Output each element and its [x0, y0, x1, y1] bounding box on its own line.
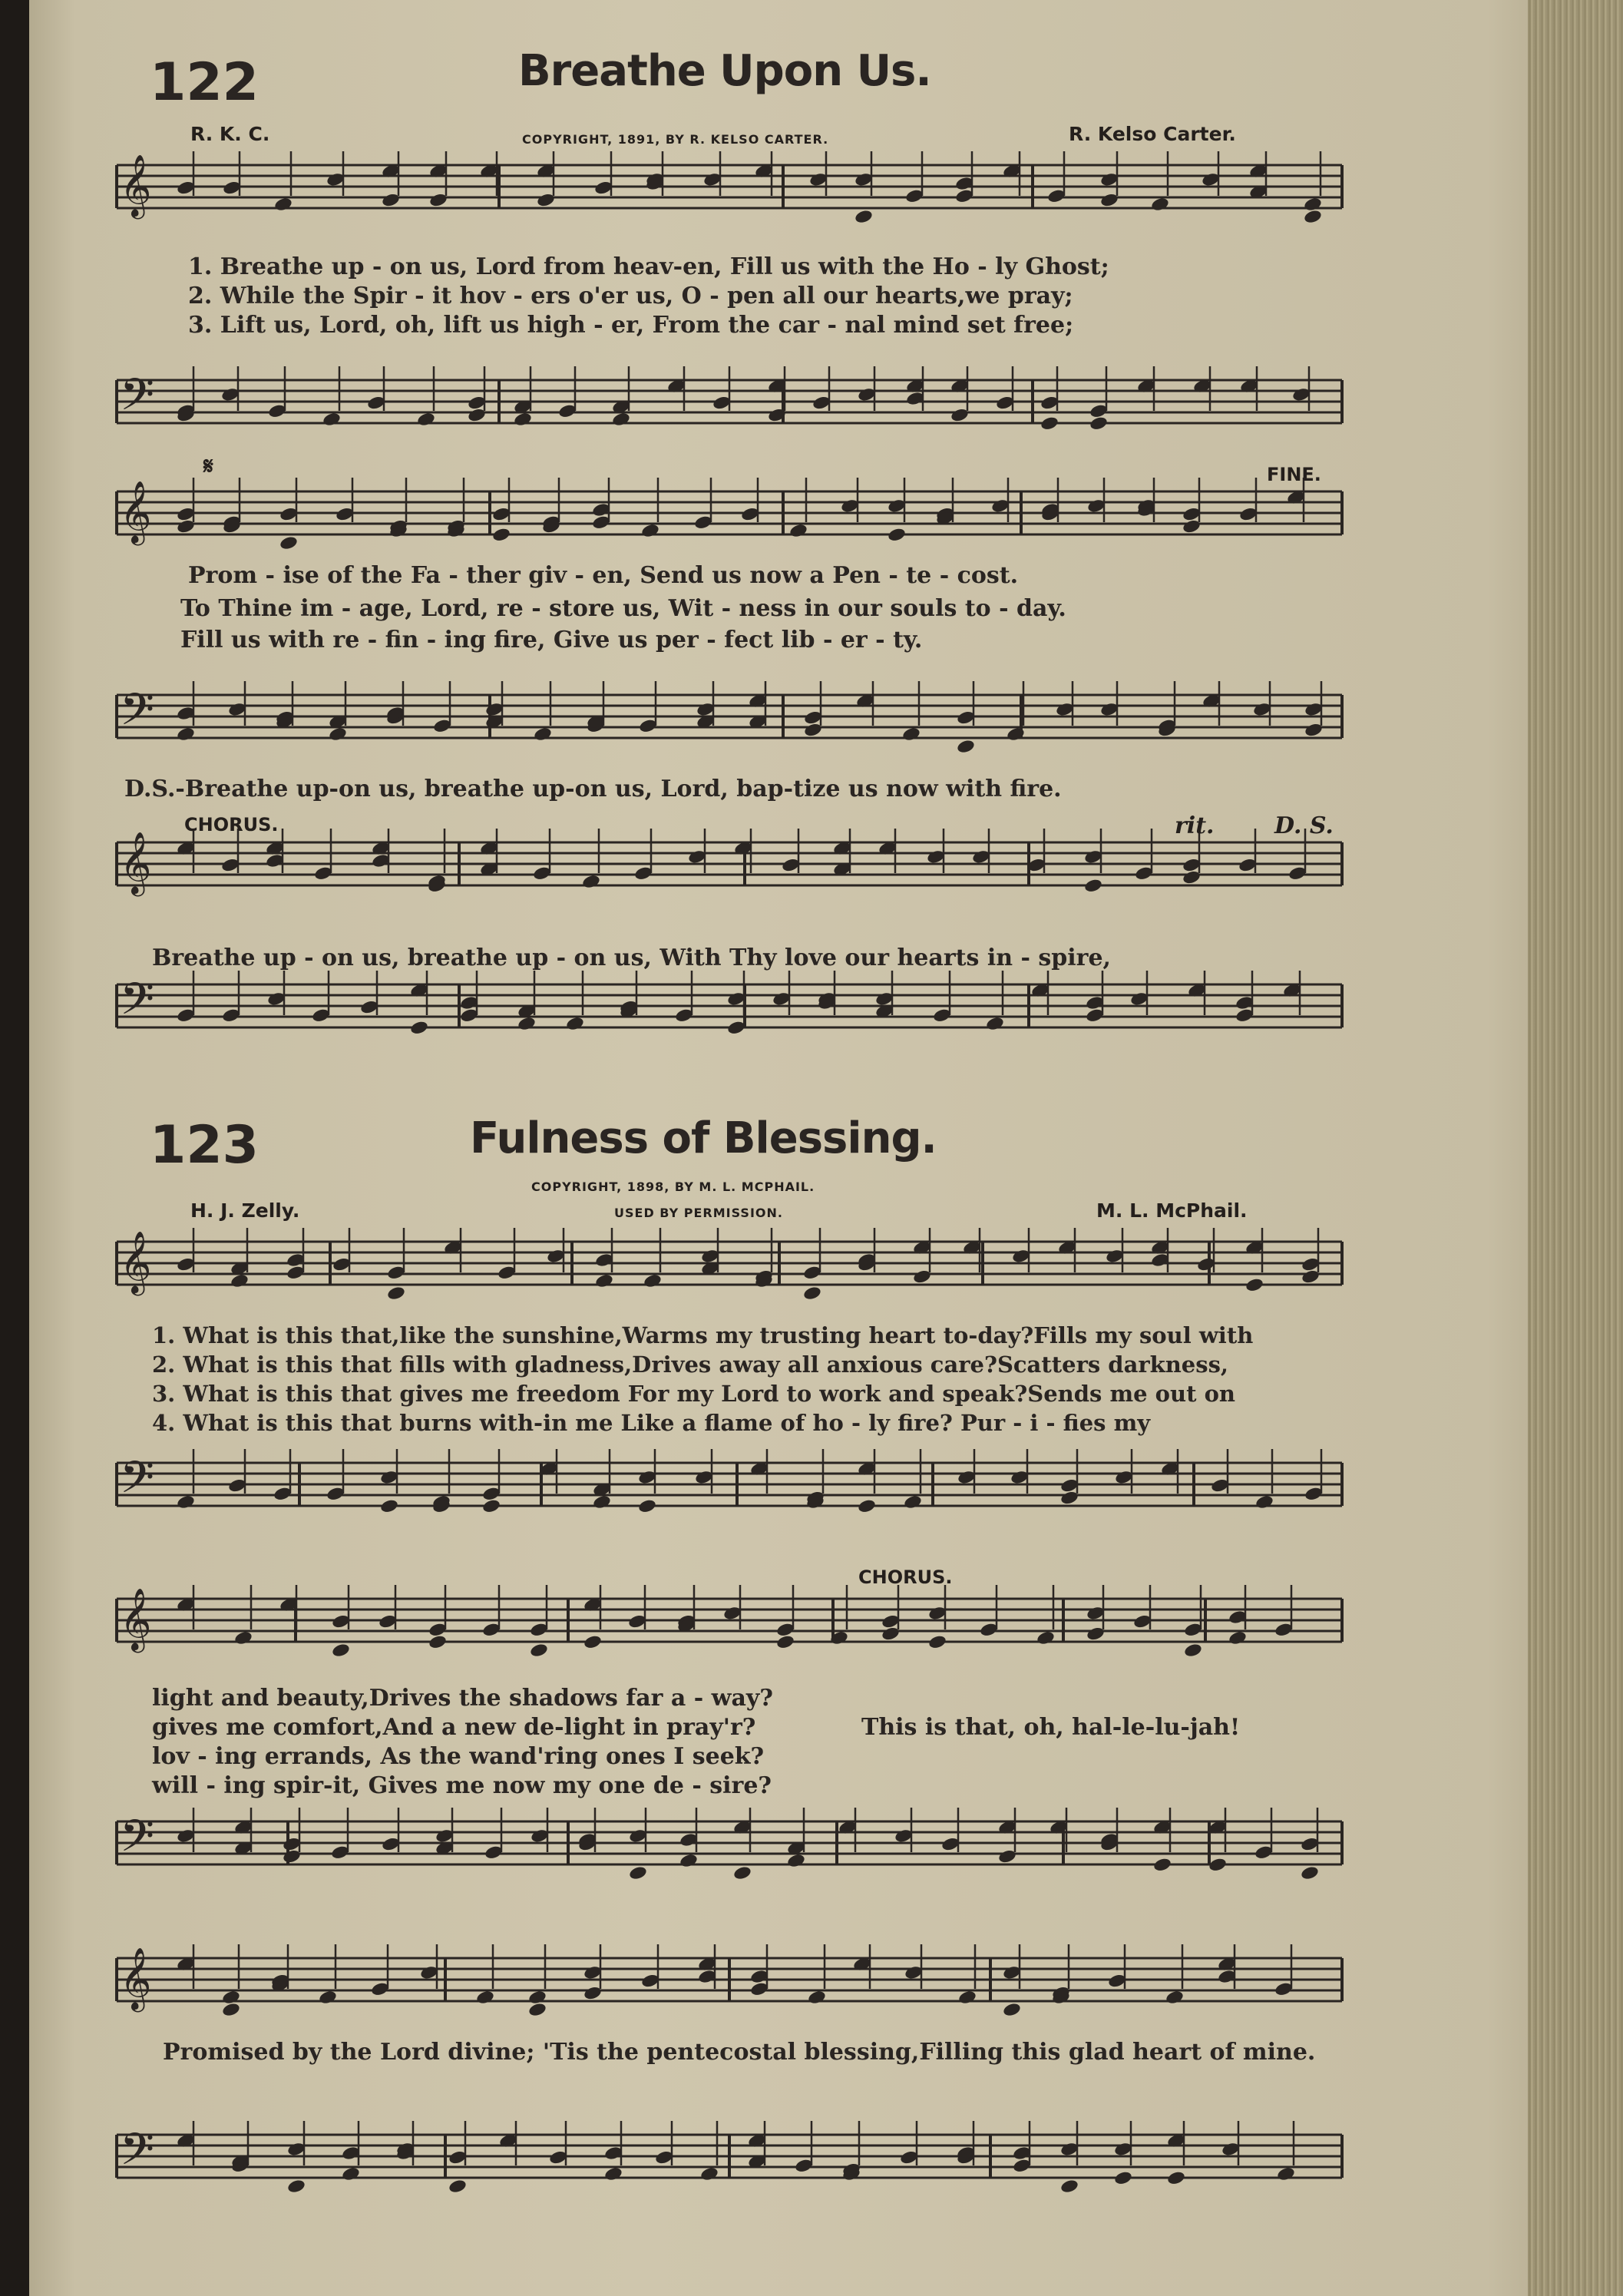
note-head — [1245, 1277, 1264, 1293]
note-head — [475, 1990, 494, 2006]
bass-clef: 𝄢 — [120, 683, 155, 746]
note-head — [1036, 1630, 1055, 1646]
bar-lines — [117, 165, 1342, 2178]
note-head — [565, 1016, 584, 1032]
note-head — [1254, 1494, 1274, 1510]
ds-marker: D. S. — [1274, 812, 1334, 839]
note-head — [775, 1634, 795, 1650]
treble-clef: 𝄞 — [120, 480, 152, 543]
note-head — [328, 726, 347, 743]
note-head — [903, 1494, 922, 1510]
note-head — [857, 1498, 876, 1514]
note-head — [221, 1990, 240, 2006]
note-head — [1183, 1643, 1202, 1659]
treble-clef: 𝄞 — [120, 1587, 152, 1650]
note-head — [628, 1865, 647, 1881]
note-head — [786, 1853, 805, 1869]
hymn-122-composer: R. Kelso Carter. — [1069, 123, 1236, 145]
note-head — [386, 1285, 405, 1302]
note-head — [279, 535, 298, 551]
note-head — [583, 1634, 602, 1650]
note-head — [1303, 209, 1322, 225]
hymn-122-verse3-line2: Fill us with re - fin - ing fire, Give us per - fect lib - er - ty. — [180, 627, 923, 653]
hymn-123-chorus-line2: Promised by the Lord divine; 'Tis the pentecostal blessing,Filling this glad heart of mine. — [163, 2039, 1316, 2066]
note-head — [527, 2002, 547, 2018]
note-head — [176, 726, 195, 743]
note-head — [513, 412, 532, 428]
hymn-123-copyright: COPYRIGHT, 1898, BY M. L. MCPHAIL. — [531, 1179, 815, 1194]
note-head — [581, 874, 600, 890]
note-head — [481, 1498, 501, 1514]
hymn-123-verse3-line2: lov - ing errands, As the wand'ring ones I seek? — [152, 1743, 765, 1770]
note-head — [611, 412, 630, 428]
treble-clef: 𝄞 — [120, 1230, 152, 1293]
bass-clef: 𝄢 — [120, 2123, 155, 2186]
note-head — [726, 1020, 745, 1036]
note-head — [887, 527, 906, 543]
note-head — [448, 2179, 467, 2195]
fine-marker: FINE. — [1267, 464, 1321, 485]
note-head — [807, 1990, 826, 2006]
note-head — [331, 1643, 350, 1659]
note-head — [699, 2166, 719, 2182]
note-head — [379, 1498, 398, 1514]
note-head — [637, 1498, 656, 1514]
note-head — [322, 412, 341, 428]
hymn-123-verse2-line1: 2. What is this that fills with gladness,Drives away all anxious care?Scatters darkness, — [152, 1351, 1229, 1378]
note-head — [409, 1020, 428, 1036]
hymn-122-number: 122 — [150, 52, 259, 113]
ds-text-line: D.S.-Breathe up-on us, breathe up-on us, Lord, bap-tize us now with fire. — [124, 776, 1062, 802]
hymn-123-composer: M. L. McPhail. — [1096, 1199, 1248, 1222]
note-head — [603, 2166, 623, 2182]
note-head — [594, 1273, 613, 1289]
hymn-123-verse3-line1: 3. What is this that gives me freedom For my Lord to work and speak?Sends me out on — [152, 1381, 1236, 1407]
note-head — [1113, 2170, 1132, 2186]
note-head — [640, 523, 659, 539]
note-head — [1303, 197, 1322, 213]
note-head — [985, 1016, 1004, 1032]
note-head — [1276, 2166, 1295, 2182]
note-head — [176, 1494, 195, 1510]
bass-clef: 𝄢 — [120, 1810, 155, 1873]
note-head — [233, 1630, 253, 1646]
note-head — [1040, 415, 1059, 432]
note-head — [1152, 1857, 1172, 1873]
bass-clef: 𝄢 — [120, 369, 155, 432]
hymn-122-chorus-line: Breathe up - on us, breathe up - on us, With Thy love our hearts in - spire, — [152, 945, 1111, 971]
note-head — [273, 197, 293, 213]
hymn-122-copyright: COPYRIGHT, 1891, BY R. KELSO CARTER. — [522, 132, 829, 147]
hymn-122-verse1-line1: 1. Breathe up - on us, Lord from heav-en, Fill us with the Ho - ly Ghost; — [188, 253, 1109, 280]
hymn-123-verse4-line1: 4. What is this that burns with-in me Like a flame of ho - ly fire? Pur - i - fies my — [152, 1410, 1151, 1436]
hymn-123-author: H. J. Zelly. — [190, 1199, 300, 1222]
note-head — [341, 2166, 360, 2182]
note-head — [428, 1634, 447, 1650]
hymn-122-verse2-line1: 2. While the Spir - it hov - ers o'er us, O - pen all our hearts,we pray; — [188, 283, 1073, 309]
note-head — [1150, 197, 1169, 213]
hymn-122-title: Breathe Upon Us. — [518, 46, 931, 96]
note-head — [1300, 1865, 1319, 1881]
hymn-122-verse1-line2: Prom - ise of the Fa - ther giv - en, Send us now a Pen - te - cost. — [188, 562, 1019, 589]
note-head — [1083, 878, 1102, 894]
note-head — [230, 1273, 249, 1289]
note-head — [788, 523, 808, 539]
hymn-123-verse2-line2: gives me comfort,And a new de-light in pray'r? — [152, 1714, 756, 1741]
note-head — [1002, 2002, 1021, 2018]
hymn-122-author: R. K. C. — [190, 123, 270, 145]
note-head — [533, 726, 552, 743]
hymn-123-verse4-line2: will - ing spir-it, Gives me now my one de - sire? — [152, 1772, 772, 1799]
hymn-123-permission: USED BY PERMISSION. — [614, 1206, 783, 1220]
hymn-123-chorus-line1: This is that, oh, hal-le-lu-jah! — [861, 1714, 1241, 1741]
hymn-123-chorus-label: CHORUS. — [858, 1567, 953, 1588]
bass-clef: 𝄢 — [120, 973, 155, 1036]
rit-marker: rit. — [1175, 812, 1215, 839]
note-head — [643, 1273, 662, 1289]
note-head — [592, 1494, 611, 1510]
note-head — [1165, 1990, 1184, 2006]
hymn-123-title: Fulness of Blessing. — [470, 1113, 937, 1163]
note-head — [802, 1285, 821, 1302]
hymn-123-number: 123 — [150, 1115, 259, 1176]
note-head — [529, 1643, 548, 1659]
note-head — [1089, 415, 1108, 432]
note-head — [517, 1016, 536, 1032]
note-head — [927, 1634, 947, 1650]
note-head — [416, 412, 435, 428]
hymn-122-verse2-line2: To Thine im - age, Lord, re - store us, Wit - ness in our souls to - day. — [180, 595, 1066, 622]
note-head — [957, 1990, 977, 2006]
note-head — [1228, 1630, 1247, 1646]
note-head — [527, 1990, 547, 2006]
note-head — [318, 1990, 337, 2006]
note-head — [901, 726, 921, 743]
note-head — [1166, 2170, 1185, 2186]
bass-clef: 𝄢 — [120, 1451, 155, 1514]
note-head — [491, 527, 511, 543]
hymn-123-verse1-line1: 1. What is this that,like the sunshine,Warms my trusting heart to-day?Fills my soul with — [152, 1322, 1254, 1348]
staff-lines — [117, 165, 1342, 2178]
hymn-123-verse1-line2: light and beauty,Drives the shadows far a - way? — [152, 1685, 773, 1712]
treble-clef: 𝄞 — [120, 831, 152, 894]
note-head — [854, 209, 873, 225]
note-head — [956, 739, 975, 755]
note-head — [732, 1865, 752, 1881]
note-head — [679, 1853, 698, 1869]
treble-clef: 𝄞 — [120, 154, 152, 217]
note-head — [1059, 2179, 1079, 2195]
note-heads — [176, 151, 1323, 2194]
hymn-122-chorus-label: CHORUS. — [184, 814, 279, 835]
treble-clef: 𝄞 — [120, 1947, 152, 2010]
note-head — [221, 2002, 240, 2018]
note-head — [286, 2179, 306, 2195]
segno-sign: 𝄋 — [203, 453, 213, 480]
note-head — [1208, 1857, 1227, 1873]
hymn-122-verse3-line1: 3. Lift us, Lord, oh, lift us high - er, From the car - nal mind set free; — [188, 312, 1074, 339]
